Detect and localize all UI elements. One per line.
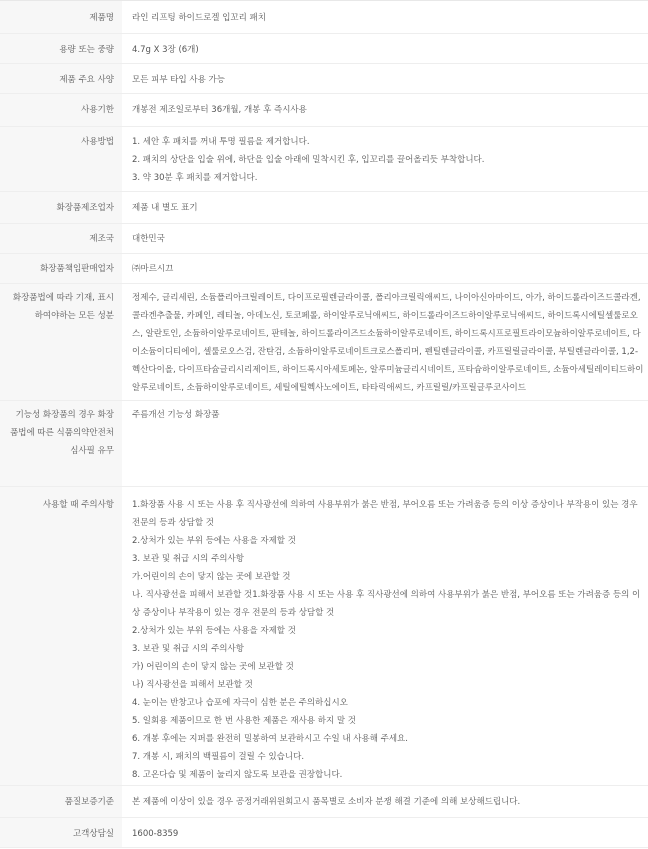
row-value-customer-service: 1600-8359	[122, 818, 648, 848]
table-row	[0, 254, 648, 284]
row-label-ingredients: 화장품법에 따라 기재, 표시하여야하는 모든 성분	[0, 284, 122, 401]
row-label-customer-service: 고객상담실	[0, 818, 122, 848]
table-row	[0, 64, 648, 94]
table-row	[0, 94, 648, 127]
table-row	[0, 818, 648, 848]
table-row	[0, 786, 648, 818]
row-label-country: 제조국	[0, 224, 122, 254]
row-value-product-name: 라인 리프팅 하이드로겔 입꼬리 패치	[122, 1, 648, 34]
row-label-distributor: 화장품책임판매업자	[0, 254, 122, 284]
row-label-functional: 기능성 화장품의 경우 화장품법에 따른 식품의약안전처 심사필 유무	[0, 401, 122, 487]
row-value-precautions: 1.화장품 사용 시 또는 사용 후 직사광선에 의하여 사용부위가 붉은 반점, 부어오름 또는 가려움증 등의 이상 증상이나 부작용이 있는 경우 전문의 등과 상담할 것 2.상처가 있는 부위 등에는 사용을 자제할 것 3. 보관 및 취급 시의 주의사항 가.어린이의 손이 닿지 않는 곳에 보관할 것 나. 직사광선을 피해서 보관할 것1.화장품 사용 시 또는 사용 후 직사광선에 의하여 사용부위가 붉은 반점, 부어오름 또는 가려움증 등의 이상 증상이나 부작용이 있는 경우 전문의 등과 상담할 것 2.상처가 있는 부위 등에는 사용을 자제할 것 3. 보관 및 취급 시의 주의사항 가) 어린이의 손이 닿지 않는 곳에 보관할 것 나) 직사광선을 피해서 보관할 것 4. 눈이는 반창고나 습포에 자극이 심한 분은 주의하십시오 5. 일회용 제품이므로 한 번 사용한 제품은 재사용 하지 말 것 6. 개봉 후에는 지퍼를 완전히 밀봉하여 보관하시고 수일 내 사용해 주세요. 7. 개봉 시, 패치의 백필름이 걸릴 수 있습니다. 8. 고온다습 및 제품이 눌리지 않도록 보관을 권장합니다.	[122, 487, 648, 786]
row-value-distributor: ㈜마르시끄	[122, 254, 648, 284]
row-value-usage: 1. 세안 후 패치를 꺼내 투명 필름을 제거합니다. 2. 패치의 상단을 입술 위에, 하단을 입술 아래에 밀착시킨 후, 입꼬리를 끌어올리듯 부착합니다. 3. 약 30분 후 패치를 제거합니다.	[122, 127, 648, 192]
row-value-manufacturer: 제품 내 별도 표기	[122, 192, 648, 224]
table-row	[0, 401, 648, 487]
row-value-quality: 본 제품에 이상이 있을 경우 공정거래위원회고시 품목별로 소비자 분쟁 해결 기준에 의해 보상해드립니다.	[122, 786, 648, 818]
table-row	[0, 1, 648, 34]
row-label-product-name: 제품명	[0, 1, 122, 34]
row-label-volume: 용량 또는 중량	[0, 34, 122, 64]
row-label-main-spec: 제품 주요 사양	[0, 64, 122, 94]
row-label-manufacturer: 화장품제조업자	[0, 192, 122, 224]
row-value-volume: 4.7g X 3장 (6개)	[122, 34, 648, 64]
table-row	[0, 487, 648, 786]
table-row	[0, 34, 648, 64]
table-row	[0, 127, 648, 192]
table-row	[0, 224, 648, 254]
table-row	[0, 192, 648, 224]
row-value-main-spec: 모든 피부 타입 사용 가능	[122, 64, 648, 94]
row-value-ingredients: 정제수, 글리세린, 소듐폴리아크릴레이트, 다이프로필렌글라이콜, 폴리아크릴릭애씨드, 나이아신아마이드, 아가, 하이드롤라이즈드콜라겐, 콜라겐추출물, 카페인, 레티놀, 아데노신, 토코페롤, 하이알루로닉애씨드, 하이드롤라이즈드하이알루로닉애씨드, 하이드록시에틸셀룰로오스, 알란토인, 소듐하이알루로네이트, 판테놀, 하이드롤라이즈드소듐하이알루로네이트, 하이드록시프로필트라이모늄하이알루로네이트, 다이소듐이디티에이, 셀룰로오스검, 잔탄검, 소듐하이알루로네이트크로스폴리머, 펜틸렌글라이콜, 카프릴릴글라이콜, 부틸렌글라이콜, 1,2-헥산다이올, 다이프타슘글리시리제이트, 하이드록시아세토페논, 알루미늄글리시네이트, 프타슘하이알루로네이트, 소듐아세틸레이티드하이알루로네이트, 소듐하이알루로네이트, 세틸에틸헥사노에이트, 타타릭애씨드, 카프릴릴/카프릴글루코사이드	[122, 284, 648, 401]
row-value-country: 대한민국	[122, 224, 648, 254]
row-label-precautions: 사용할 때 주의사항	[0, 487, 122, 786]
row-value-functional: 주름개선 기능성 화장품	[122, 401, 648, 487]
row-label-expiry: 사용기한	[0, 94, 122, 127]
row-label-usage: 사용방법	[0, 127, 122, 192]
table-row	[0, 284, 648, 401]
row-value-expiry: 개봉전 제조일로부터 36개월, 개봉 후 즉시사용	[122, 94, 648, 127]
row-label-quality: 품질보증기준	[0, 786, 122, 818]
